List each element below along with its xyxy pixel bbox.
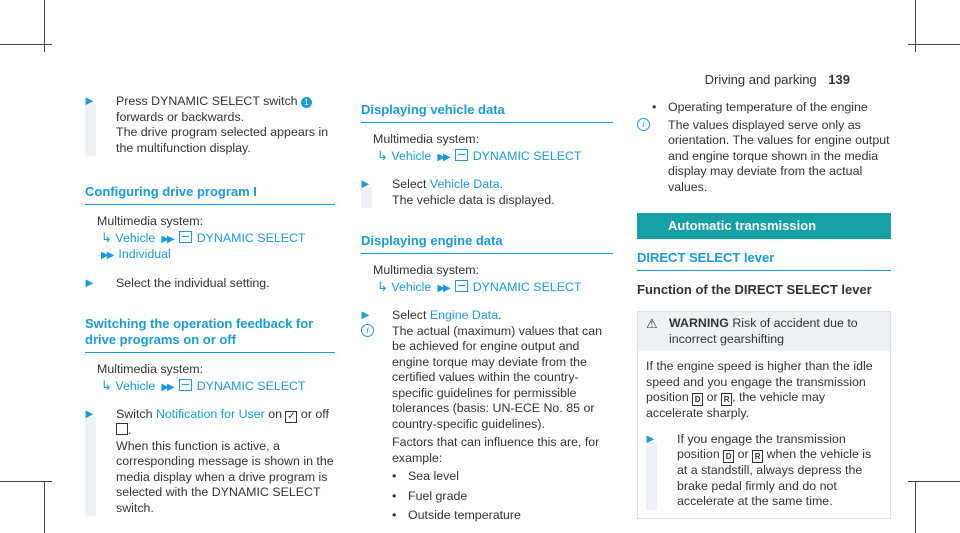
path-dynamic-select[interactable]: DYNAMIC SELECT <box>472 148 582 163</box>
warning-header <box>638 312 890 351</box>
gear-d-icon: D <box>723 450 734 463</box>
column-1 <box>85 94 335 516</box>
info-note <box>361 324 613 524</box>
warning-step <box>646 432 882 510</box>
gear-r-icon: R <box>752 450 763 463</box>
path-dynamic-select[interactable]: DYNAMIC SELECT <box>196 378 306 393</box>
step-result: When this function is active, a corresponding message is shown in the media display when a drive program is selected with the DYNAMIC SELECT switch. <box>116 438 334 515</box>
section-title: Configuring drive program I <box>85 184 335 205</box>
gear-r-icon: R <box>721 393 732 406</box>
info-note <box>637 118 891 196</box>
step-text: Select <box>392 177 427 191</box>
list-item: • Operating temperature of the engine <box>652 100 891 116</box>
unchecked-box-icon <box>116 423 128 435</box>
step-text-or: or <box>737 447 749 461</box>
page-header <box>705 72 850 87</box>
section-title: Switching the operation feedback for drive programs on or off <box>85 316 335 353</box>
warning-text-2: , the vehicle may accelerate sharply. <box>646 390 826 420</box>
return-arrow-icon: ↳ <box>101 229 112 245</box>
step-text: Switch <box>116 407 153 421</box>
note-text: The actual (maximum) values that can be achieved for engine output and engine torque may deviate from the certified values within the country-specific guidelines for permissible tolerances (basis: UN-ECE No. 85 or country-specific guidelines). <box>392 323 603 431</box>
note-text: The values displayed serve only as orientation. The values for engine output and engine torque shown in the media display may deviate from the actual values. <box>668 117 890 194</box>
step-arrow-icon: ► <box>359 307 372 322</box>
return-arrow-icon: ↳ <box>101 377 112 393</box>
section-title: Displaying vehicle data <box>361 102 613 123</box>
multimedia-label: Multimedia system: <box>373 132 480 146</box>
settings-icon <box>455 149 468 161</box>
step-arrow-icon: ► <box>83 93 96 108</box>
menu-path-2 <box>85 247 335 264</box>
path-vehicle[interactable]: Vehicle <box>391 148 432 163</box>
checked-box-icon: ✓ <box>287 411 296 422</box>
menu-path <box>361 279 613 297</box>
step-text: Select the individual setting. <box>116 275 270 290</box>
multimedia-label: Multimedia system: <box>373 263 480 277</box>
list-item: • Outside temperature <box>392 508 613 524</box>
page-number: 139 <box>828 72 850 87</box>
info-icon: i <box>637 118 650 131</box>
factor-list <box>392 469 613 524</box>
step-arrow-icon: ► <box>644 430 657 446</box>
menu-path <box>85 230 335 248</box>
double-chevron-icon: ▶▶ <box>101 250 113 261</box>
warning-triangle-icon: ⚠ <box>646 316 658 331</box>
gear-d-icon: D <box>692 393 703 406</box>
path-dynamic-select[interactable]: DYNAMIC SELECT <box>472 279 582 294</box>
warning-body <box>638 351 890 518</box>
step-text-on: on <box>268 407 283 421</box>
column-2 <box>361 102 613 524</box>
step-result: The drive program selected appears in the multifunction display. <box>116 125 329 155</box>
path-vehicle[interactable]: Vehicle <box>391 279 432 294</box>
notification-setting-link[interactable]: Notification for User <box>155 407 265 421</box>
step-text: Press DYNAMIC SELECT switch <box>116 94 298 108</box>
warning-text-or: or <box>706 390 718 404</box>
step-select-vehicle-data: ► Select Vehicle Data. The vehicle data is displayed. <box>359 176 555 207</box>
step-press-switch <box>85 94 335 156</box>
vehicle-data-link[interactable]: Vehicle Data <box>429 177 500 191</box>
path-individual[interactable]: Individual <box>118 247 171 261</box>
engine-data-link[interactable]: Engine Data <box>429 308 499 322</box>
step-switch-notification: ► Switch Notification for User on ✓ or off . When this function is active, a corresponding message is shown in the media display when a drive program is selected with the DYNAMIC SELECT switch. <box>83 406 334 515</box>
list-item: • Sea level <box>392 469 613 485</box>
path-vehicle[interactable]: Vehicle <box>115 378 156 393</box>
double-chevron-icon: ▶▶ <box>161 381 173 393</box>
step-bar <box>85 104 96 156</box>
step-text-cont: forwards or backwards. <box>116 109 245 124</box>
return-arrow-icon: ↳ <box>377 278 388 294</box>
step-arrow-icon: ► <box>359 176 372 191</box>
return-arrow-icon: ↳ <box>377 147 388 163</box>
double-chevron-icon: ▶▶ <box>437 151 449 163</box>
factor-list-cont <box>637 100 891 116</box>
settings-icon <box>455 280 468 292</box>
crop-mark <box>915 0 916 52</box>
warning-heading: Risk of accident due to incorrect gearshifting <box>669 316 858 346</box>
settings-icon <box>179 231 192 243</box>
step-select-engine-data: ► Select Engine Data. <box>359 307 502 322</box>
path-vehicle[interactable]: Vehicle <box>115 230 156 245</box>
section-title: Displaying engine data <box>361 233 613 254</box>
menu-path <box>361 148 613 166</box>
column-3 <box>637 100 891 519</box>
step-select-setting <box>85 276 335 292</box>
double-chevron-icon: ▶▶ <box>161 233 173 245</box>
double-chevron-icon: ▶▶ <box>437 282 449 294</box>
multimedia-label: Multimedia system: <box>97 214 204 228</box>
crop-mark <box>44 481 45 533</box>
step-text-or: or off <box>300 407 329 421</box>
topic-heading: Function of the DIRECT SELECT lever <box>637 281 872 297</box>
callout-badge: 1 <box>301 97 312 108</box>
crop-mark <box>915 481 916 533</box>
step-text-2: when the vehicle is at a standstill, always depress the brake pedal firmly and do not accelerate at the same time. <box>677 447 872 508</box>
warning-text: If the engine speed is higher than the idle speed and you engage the transmission position <box>646 359 873 404</box>
chapter-banner: Automatic transmission <box>637 213 891 239</box>
subsection-title: DIRECT SELECT lever <box>637 250 891 271</box>
warning-box <box>637 311 891 519</box>
step-bar <box>646 442 657 510</box>
settings-icon <box>179 379 192 391</box>
step-arrow-icon: ► <box>83 274 96 290</box>
step-arrow-icon: ► <box>83 406 96 421</box>
step-text: If you engage the transmission position <box>677 431 846 461</box>
warning-label: WARNING <box>669 316 729 330</box>
factors-text: Factors that can influence this are, for example: <box>392 435 600 465</box>
section-title: Driving and parking <box>704 72 817 87</box>
list-item: • Fuel grade <box>392 489 613 505</box>
step-result: The vehicle data is displayed. <box>392 192 555 207</box>
info-icon: i <box>361 324 374 337</box>
path-dynamic-select[interactable]: DYNAMIC SELECT <box>196 230 306 245</box>
multimedia-label: Multimedia system: <box>97 362 204 376</box>
step-text: Select <box>392 308 427 322</box>
crop-mark <box>44 0 45 52</box>
step-bar <box>85 417 96 516</box>
menu-path <box>85 378 335 396</box>
